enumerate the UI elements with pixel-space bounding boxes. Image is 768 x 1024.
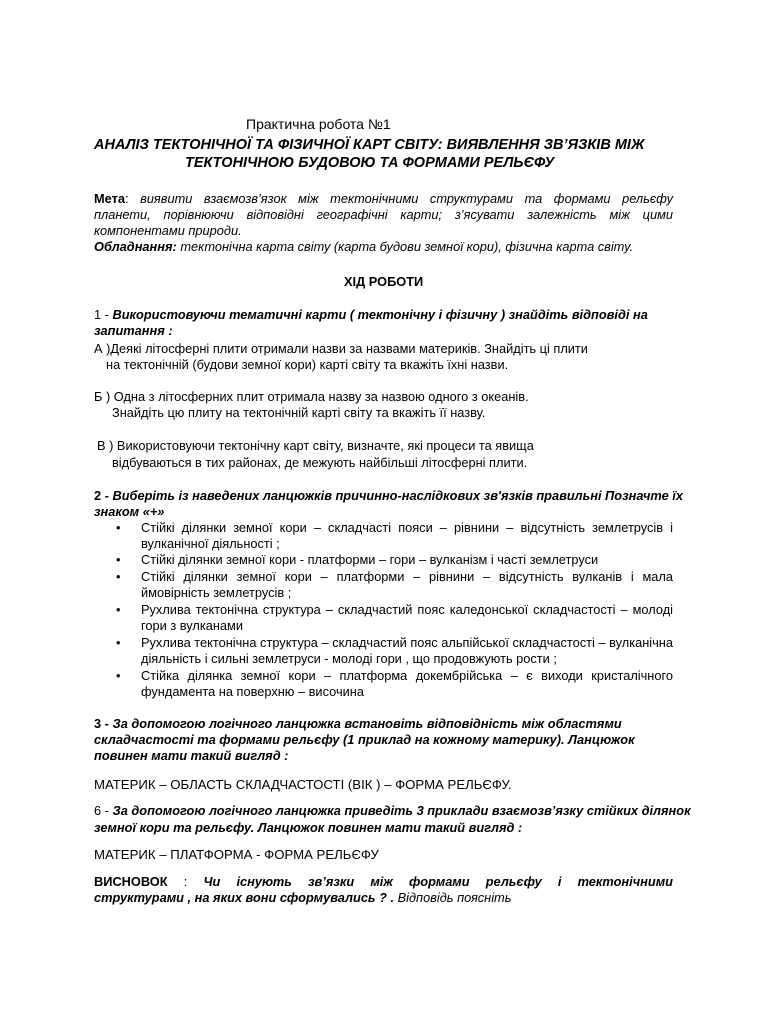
goal-text: виявити взаємозв’язок між тектонічними структурами та формами рельєфу <box>140 191 673 206</box>
bullet-marker: • <box>116 569 121 584</box>
list-item: Стійкі ділянки земної кори - платформи – гори – вулканізм і часті землетруси <box>141 552 599 567</box>
bullet-marker: • <box>116 602 121 617</box>
task1-question-a-line-1: А )Деякі літосферні плити отримали назви за назвами материків. Знайдіть ці плити <box>94 341 588 356</box>
conclusion-question: Чи існують зв’язки між формами рельєфу і тектонічними <box>203 874 673 889</box>
list-item: Стійкі ділянки земної кори – складчасті пояси – рівнини – відсутність землетрусів і <box>141 520 673 535</box>
list-item-continuation: фундамента на поверхню – височина <box>141 684 364 699</box>
task1-heading: 1 - Використовуючи тематичні карти ( тектонічну і фізичну ) знайдіть відповіді на <box>94 307 648 322</box>
list-item: Рухлива тектонічна структура – складчастий пояс каледонської складчастості – молоді <box>141 602 673 617</box>
conclusion-label: ВИСНОВОК <box>94 874 168 889</box>
section-title: ХІД РОБОТИ <box>344 274 424 289</box>
bullet-marker: • <box>116 552 121 567</box>
list-item: Стійкі ділянки земної кори – платформи – рівнини – відсутність вулканів і мала <box>141 569 673 584</box>
equipment-text: тектонічна карта світу (карта будови земної кори), фізична карта світу. <box>176 239 634 254</box>
equipment-line <box>94 239 633 255</box>
task2-number: 2 - <box>94 488 113 503</box>
task3-heading: 3 - За допомогою логічного ланцюжка встановіть відповідність між областями <box>94 716 622 731</box>
task3-heading-line-3: повинен мати такий вигляд : <box>94 748 289 763</box>
bullet-marker: • <box>116 635 121 650</box>
equipment-label: Обладнання: <box>94 239 177 254</box>
task6-number: 6 - <box>94 803 113 818</box>
task2-heading-line-2: знаком «+» <box>94 504 165 519</box>
goal-label: Мета <box>94 191 125 206</box>
task1-question-b-line-1: Б ) Одна з літосферних плит отримала назву за назвою одного з океанів. <box>94 389 529 404</box>
task3-chain: МАТЕРИК – ОБЛАСТЬ СКЛАДЧАСТОСТІ (ВІК ) – ФОРМА РЕЛЬЄФУ. <box>94 777 512 792</box>
list-item: Рухлива тектонічна структура – складчастий пояс альпійської складчастості – вулканічна <box>141 635 673 650</box>
task1-heading-line-2: запитання : <box>94 323 173 338</box>
task2-heading: 2 - Виберіть із наведених ланцюжків причинно-наслідкових зв'язків правильні Позначте їх <box>94 488 683 503</box>
task6-heading-line-2: земної кори та рельєфу. Ланцюжок повинен мати такий вигляд : <box>94 820 523 835</box>
document-subtitle: Практична робота №1 <box>246 116 391 132</box>
bullet-marker: • <box>116 520 121 535</box>
list-item-continuation: вулканічної діяльності ; <box>141 536 280 551</box>
list-item: Стійка ділянка земної кори – платформа докембрійська – є виходи кристалічного <box>141 668 673 683</box>
task1-question-b-line-2: Знайдіть цю плиту на тектонічній карті світу та вкажіть її назву. <box>112 405 486 420</box>
task6-chain: МАТЕРИК – ПЛАТФОРМА - ФОРМА РЕЛЬЄФУ <box>94 847 379 862</box>
goal-line-1: Мета: виявити взаємозв’язок між тектонічними структурами та формами рельєфу <box>94 191 673 206</box>
task1-question-c-line-1: В ) Використовуючи тектонічну карт світу, визначте, які процеси та явища <box>97 438 534 453</box>
task1-number: 1 - <box>94 307 113 322</box>
task1-question-c-line-2: відбуваються в тих районах, де межують найбільші літосферні плити. <box>112 455 528 470</box>
document-title-line-1: АНАЛІЗ ТЕКТОНІЧНОЇ ТА ФІЗИЧНОЇ КАРТ СВІТУ: ВИЯВЛЕННЯ ЗВ’ЯЗКІВ МІЖ <box>94 137 645 153</box>
bullet-marker: • <box>116 668 121 683</box>
goal-line-3: компонентами природи. <box>94 223 242 238</box>
list-item-continuation: гори з вулканами <box>141 618 243 633</box>
document-title-line-2: ТЕКТОНІЧНОЮ БУДОВОЮ ТА ФОРМАМИ РЕЛЬЄФУ <box>185 155 555 171</box>
task6-heading: 6 - За допомогою логічного ланцюжка приведіть 3 приклади взаємозв’язку стійких ділянок <box>94 803 691 818</box>
list-item-continuation: ймовірність землетрусів ; <box>141 585 292 600</box>
goal-line-2: планети, порівнюючи відповідні географічні карти; з’ясувати залежність між цими <box>94 207 673 222</box>
conclusion-line-1: ВИСНОВОК : Чи існують зв’язки між формами рельєфу і тектонічними <box>94 874 673 889</box>
conclusion-line-2: структурами , на яких вони сформувались ? . Відповідь поясніть <box>94 890 512 905</box>
task3-number: 3 - <box>94 716 113 731</box>
list-item-continuation: діяльність і сильні землетруси - молоді гори , що продовжують рости ; <box>141 651 557 666</box>
task1-question-a-line-2: на тектонічній (будови земної кори) карті світу та вкажіть їхні назви. <box>106 357 509 372</box>
task3-heading-line-2: складчастості та формами рельєфу (1 приклад на кожному материку). Ланцюжок <box>94 732 635 747</box>
